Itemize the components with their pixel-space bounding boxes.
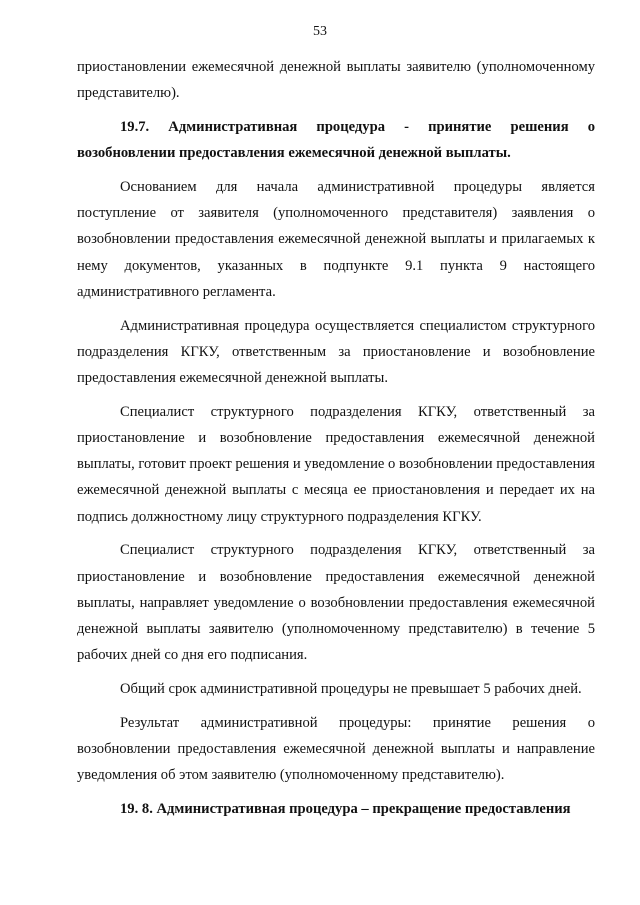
paragraph-term: Общий срок административной процедуры не превышает 5 рабочих дней. (120, 681, 582, 698)
paragraph-basis: Основанием для начала административной процедуры является поступление от заявителя (уполномоченного представителя) заявления о возобновлении предоставления ежемесячной денежной выплаты и прилагаемых к нему документов, указанных в подпункте 9.1 пункта 9 настоящего административного регламента. (77, 179, 595, 300)
document-body (77, 54, 595, 830)
section-heading-19-8: 19. 8. Административная процедура – прекращение предоставления (120, 801, 571, 818)
paragraph-notification: Специалист структурного подразделения КГКУ, ответственный за приостановление и возобновление предоставления ежемесячной денежной выплаты, направляет уведомление о возобновлении предоставления ежемесячной денежной выплаты заявителю (уполномоченному представителю) в течение 5 рабочих дней со дня его подписания. (77, 542, 595, 664)
page-number: 53 (313, 24, 327, 39)
paragraph-continuation: приостановлении ежемесячной денежной выплаты заявителю (уполномоченному представителю). (77, 59, 595, 102)
paragraph-result: Результат административной процедуры: принятие решения о возобновлении предоставления ежемесячной денежной выплаты и направление уведомления об этом заявителю (уполномоченному представителю). (77, 714, 595, 784)
paragraph-performer: Административная процедура осуществляется специалистом структурного подразделения КГКУ, ответственным за приостановление и возобновление предоставления ежемесячной денежной выплаты. (77, 317, 595, 387)
paragraph-draft-decision: Специалист структурного подразделения КГКУ, ответственный за приостановление и возобновление предоставления ежемесячной денежной выплаты, готовит проект решения и уведомление о возобновлении предоставления ежемесячной денежной выплаты с месяца ее приостановления и передает их на подпись должностному лицу структурного подразделения КГКУ. (77, 403, 595, 525)
section-heading-19-7: 19.7. Административная процедура - принятие решения о возобновлении предоставления ежемесячной денежной выплаты. (77, 119, 595, 162)
